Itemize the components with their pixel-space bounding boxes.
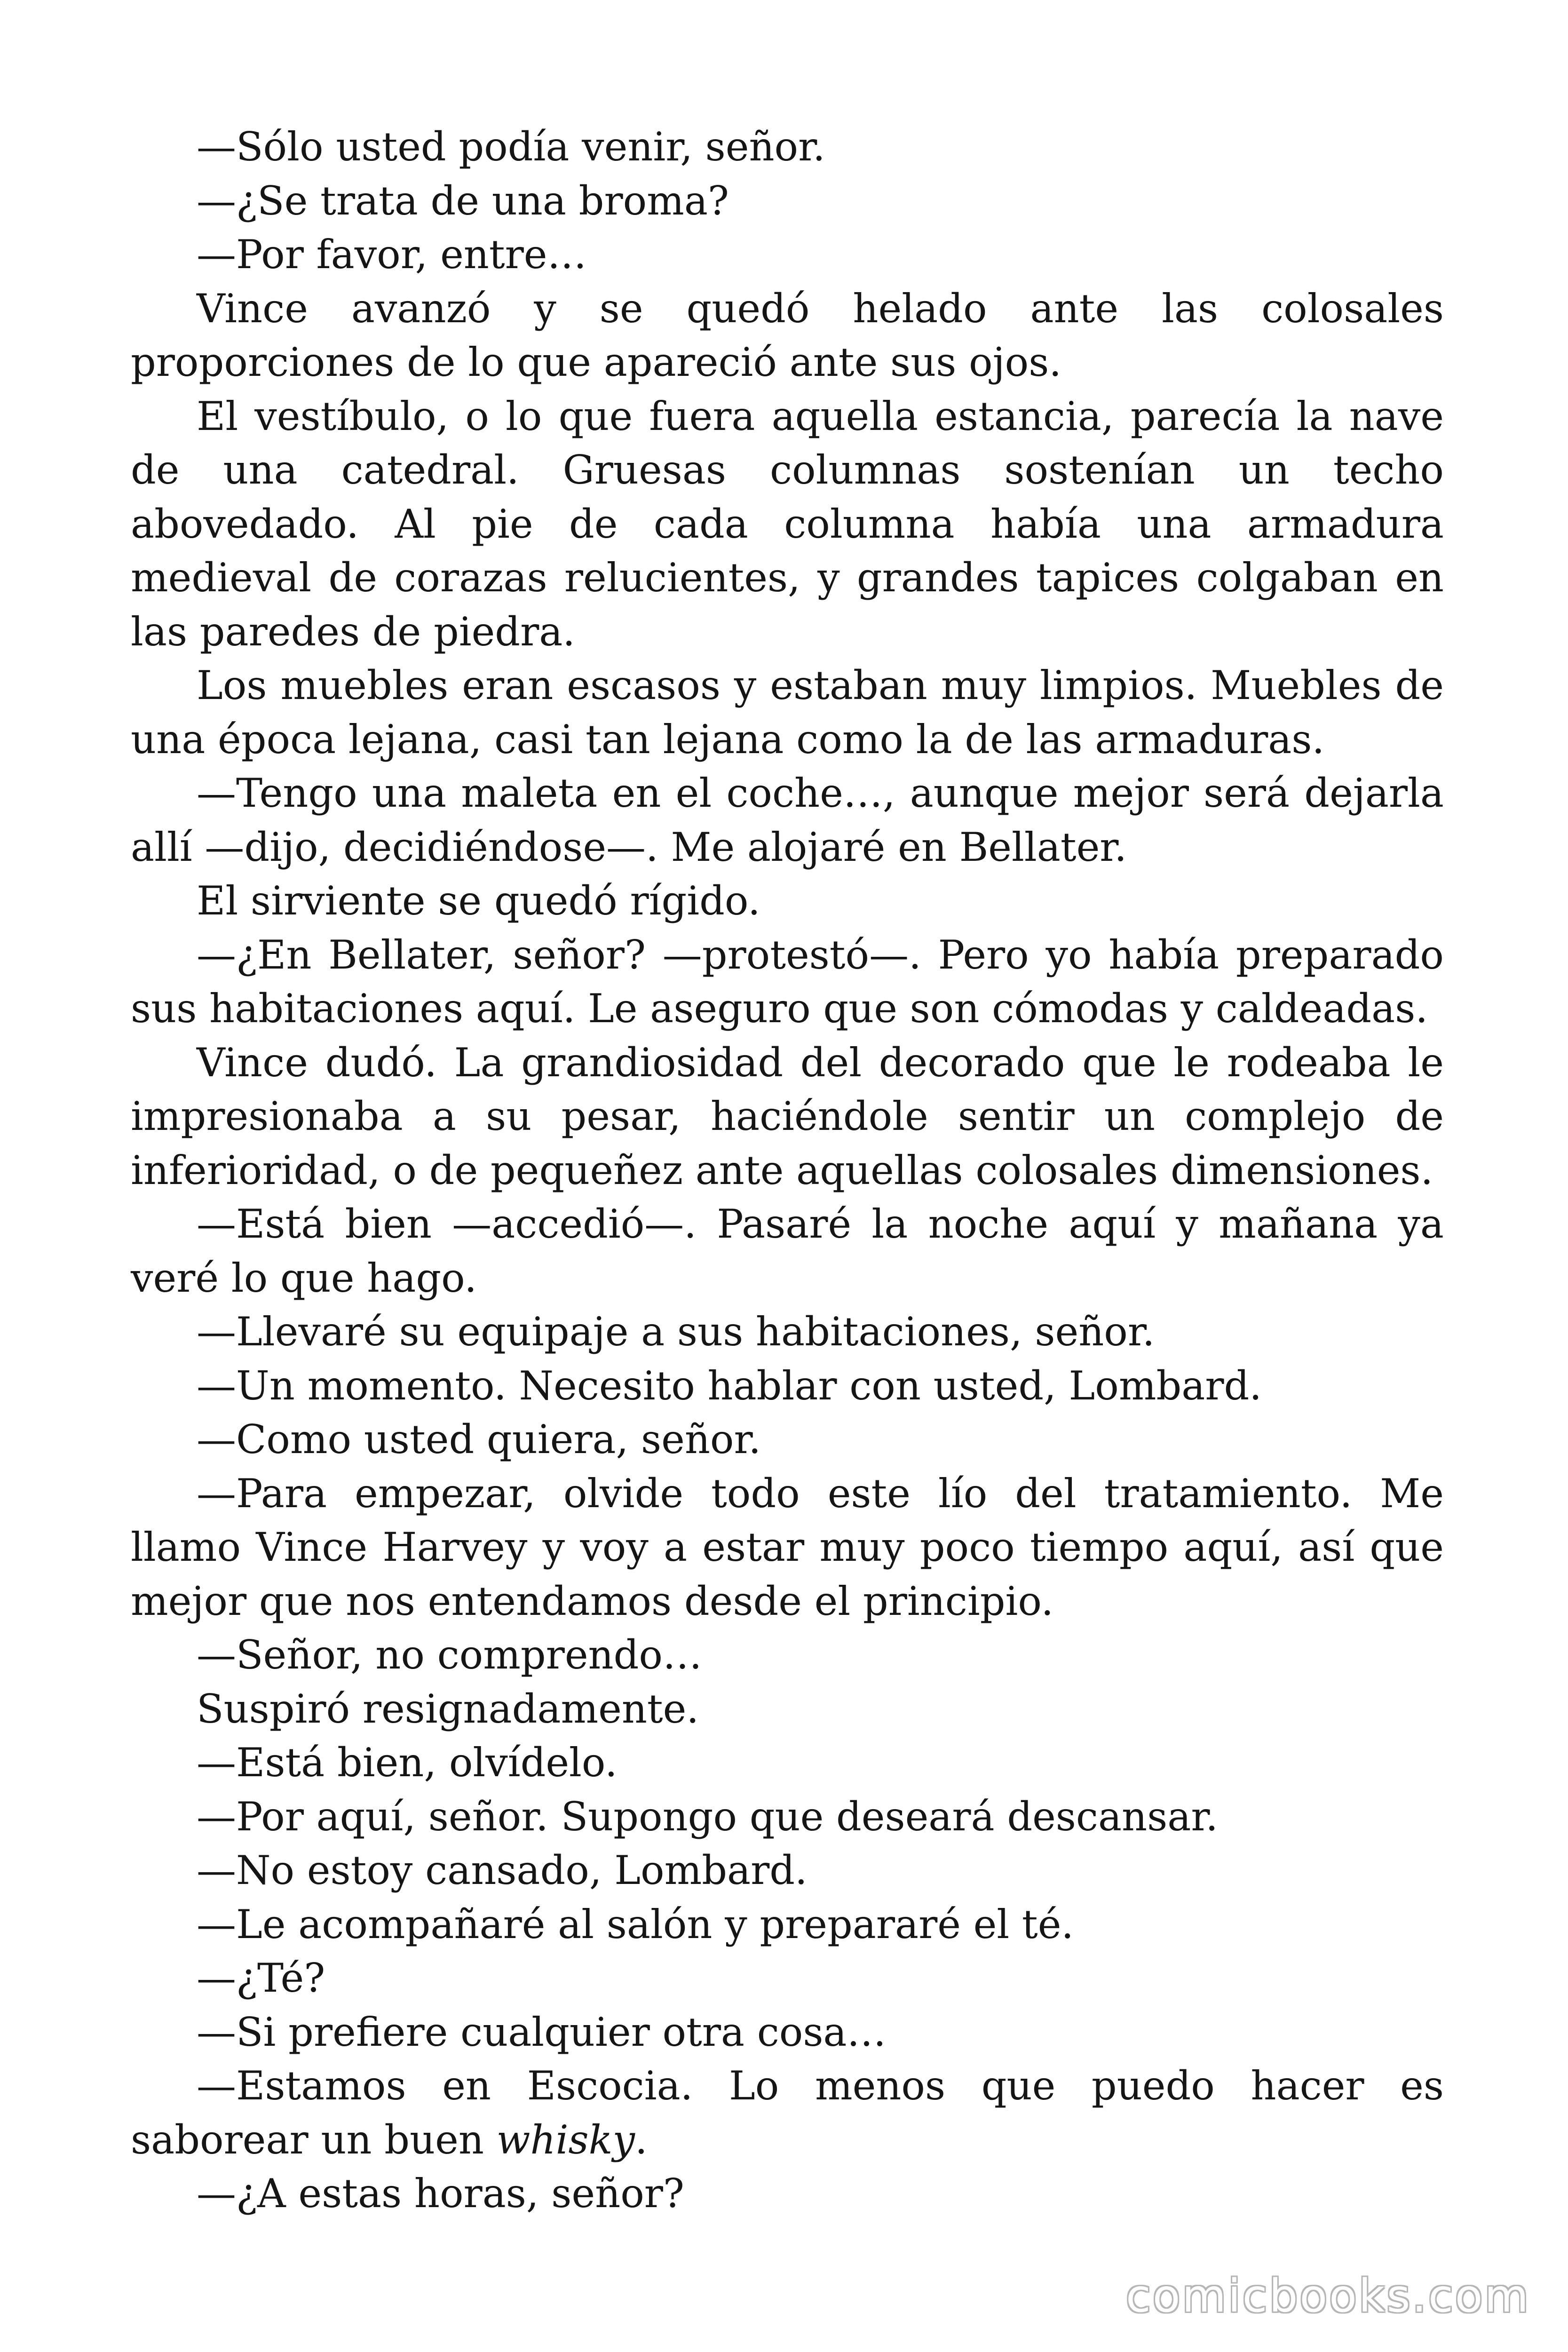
paragraph-21: —Le acompañaré al salón y prepararé el té. <box>197 1901 1074 1947</box>
paragraph-10: Vince dudó. La grandiosidad del decorado que le rodeaba le impresionaba a su pesar, haciéndole sentir un complejo de inferioridad, o de pequeñez ante aquellas colosales dimensiones. <box>131 1039 1444 1193</box>
paragraph-14: —Como usted quiera, señor. <box>197 1416 761 1462</box>
paragraph-12: —Llevaré su equipaje a sus habitaciones, señor. <box>197 1309 1155 1355</box>
body-text <box>131 120 1444 2221</box>
paragraph-4: Vince avanzó y se quedó helado ante las colosales proporciones de lo que apareció ante sus ojos. <box>131 285 1444 385</box>
paragraph-8: El sirviente se quedó rígido. <box>197 878 760 924</box>
paragraph-22: —¿Té? <box>197 1955 325 2001</box>
paragraph-18: —Está bien, olvídelo. <box>197 1740 618 1786</box>
paragraph-25: —¿A estas horas, señor? <box>197 2170 684 2217</box>
paragraph-3: —Por favor, entre… <box>197 231 587 278</box>
paragraph-6: Los muebles eran escasos y estaban muy limpios. Muebles de una época lejana, casi tan lejana como la de las armaduras. <box>131 662 1444 763</box>
paragraph-15: —Para empezar, olvide todo este lío del tratamiento. Me llamo Vince Harvey y voy a estar muy poco tiempo aquí, así que mejor que nos entendamos desde el principio. <box>131 1470 1444 1624</box>
paragraph-24 <box>131 2059 1444 2167</box>
paragraph-13: —Un momento. Necesito hablar con usted, Lombard. <box>197 1362 1262 1409</box>
paragraph-11: —Está bien —accedió—. Pasaré la noche aquí y mañana ya veré lo que hago. <box>131 1201 1444 1301</box>
watermark: comicbooks.com <box>1125 2270 1530 2322</box>
paragraph-1: —Sólo usted podía venir, señor. <box>197 124 825 170</box>
paragraph-17: Suspiró resignadamente. <box>197 1685 699 1732</box>
paragraph-24-text: —Estamos en Escocia. Lo menos que puedo hacer es saborear un buen <box>131 2063 1444 2163</box>
paragraph-7: —Tengo una maleta en el coche…, aunque mejor será dejarla allí —dijo, decidiéndose—. Me alojaré en Bellater. <box>131 770 1444 870</box>
paragraph-2: —¿Se trata de una broma? <box>197 177 729 224</box>
paragraph-23: —Si prefiere cualquier otra cosa… <box>197 2009 887 2055</box>
paragraph-9: —¿En Bellater, señor? —protestó—. Pero yo había preparado sus habitaciones aquí. Le aseguro que son cómodas y caldeadas. <box>131 931 1444 1032</box>
paragraph-5: El vestíbulo, o lo que fuera aquella estancia, parecía la nave de una catedral. Gruesas columnas sostenían un techo abovedado. Al pie de cada columna había una armadura medieval de corazas relucientes, y grandes tapices colgaban en las paredes de piedra. <box>131 393 1444 655</box>
italic-word: whisky <box>496 2116 635 2163</box>
paragraph-20: —No estoy cansado, Lombard. <box>197 1847 808 1893</box>
paragraph-24-tail: . <box>634 2116 648 2163</box>
paragraph-19: —Por aquí, señor. Supongo que deseará descansar. <box>197 1793 1218 1840</box>
paragraph-16: —Señor, no comprendo… <box>197 1632 702 1678</box>
